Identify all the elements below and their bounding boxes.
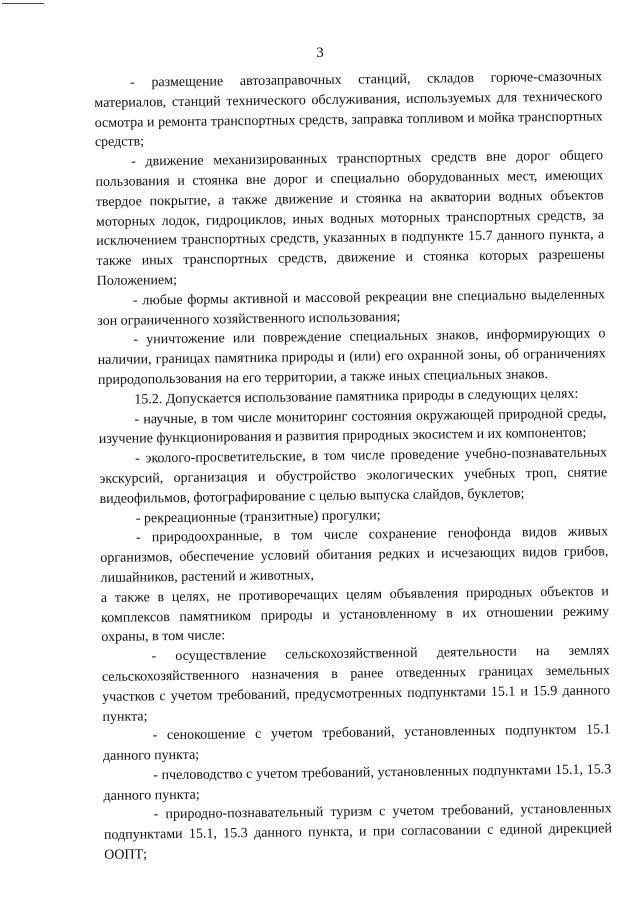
paragraph-beekeeping: - пчеловодство с учетом требований, установленных подпунктами 15.1, 15.3 данного пункта; xyxy=(103,762,612,804)
paragraph-fuel-stations: - размещение автозаправочных станций, складов горюче-смазочных материалов, станций технического обслуживания, используемых для технического осмотра и ремонта транспортных средств, заправка топливом и мойка транспортных средств; xyxy=(94,69,603,151)
scan-corner-mark xyxy=(2,3,44,4)
paragraph-educational: - эколого-просветительские, в том числе проведение учебно-познавательных экскурсий, организация и обустройство экологических учебных троп, снятие видеофильмов, фотографирование с целью выпуска слайдов, буклетов; xyxy=(99,445,608,507)
paragraph-nature-tourism: - природно-познавательный туризм с учетом требований, установленных подпунктами 15.1, 15.3 данного пункта, и при согласовании с единой дирекцией ООПТ; xyxy=(103,801,613,864)
paragraph-agriculture: - осуществление сельскохозяйственной деятельности на землях сельскохозяйственного назначения в ранее отведенных границах земельных участков с учетом требований, предусмотренных подпунктами 15.1 и 15.9 данного пункта; xyxy=(101,643,611,725)
paragraph-conservation: - природоохранные, в том числе сохранение генофонда видов живых организмов, обеспечение условий обитания редких и исчезающих видов грибов, лишайников, растений и животных, xyxy=(100,524,609,586)
paragraph-vehicle-movement: - движение механизированных транспортных средств вне дорог общего пользования и стоянка вне дорог и специально оборудованных мест, имеющих твердое покрытие, а также движение и стоянка на акватории водных объектов моторных лодок, гидроциклов, иных водных моторных транспортных средств, за исключением транспортных средств, указанных в подпункте 15.7 данного пункта, а также иных транспортных средств, движение и стоянка которых разрешены Положением; xyxy=(95,148,605,289)
paragraph-mass-recreation: - любые формы активной и массовой рекреации вне специально выделенных зон ограниченного хозяйственного использования; xyxy=(97,287,606,329)
paragraph-other-purposes: а также в целях, не противоречащих целям объявления природных объектов и комплексов памятником природы и установленному в их отношении режиму охраны, в том числе: xyxy=(100,584,610,646)
paragraph-haymaking: - сенокошение с учетом требований, установленных подпунктом 15.1 данного пункта; xyxy=(102,722,611,765)
paragraph-permitted-uses-heading: 15.2. Допускается использование памятника природы в следующих целях: xyxy=(134,386,579,408)
paragraph-recreational-walks: - рекреационные (транзитные) прогулки; xyxy=(135,507,381,527)
page-number: 3 xyxy=(316,45,324,61)
body-text xyxy=(94,67,612,865)
paragraph-scientific: - научные, в том числе мониторинг состояния окружающей природной среды, изучение функционирования и развития природных экосистем и их компонентов; xyxy=(98,405,607,448)
paragraph-signs-damage: - уничтожение или повреждение специальных знаков, информирующих о наличии, границах памятника природы и (или) его охранной зоны, об ограничениях природопользования на его территории, а также иных специальных знаков. xyxy=(97,326,606,388)
